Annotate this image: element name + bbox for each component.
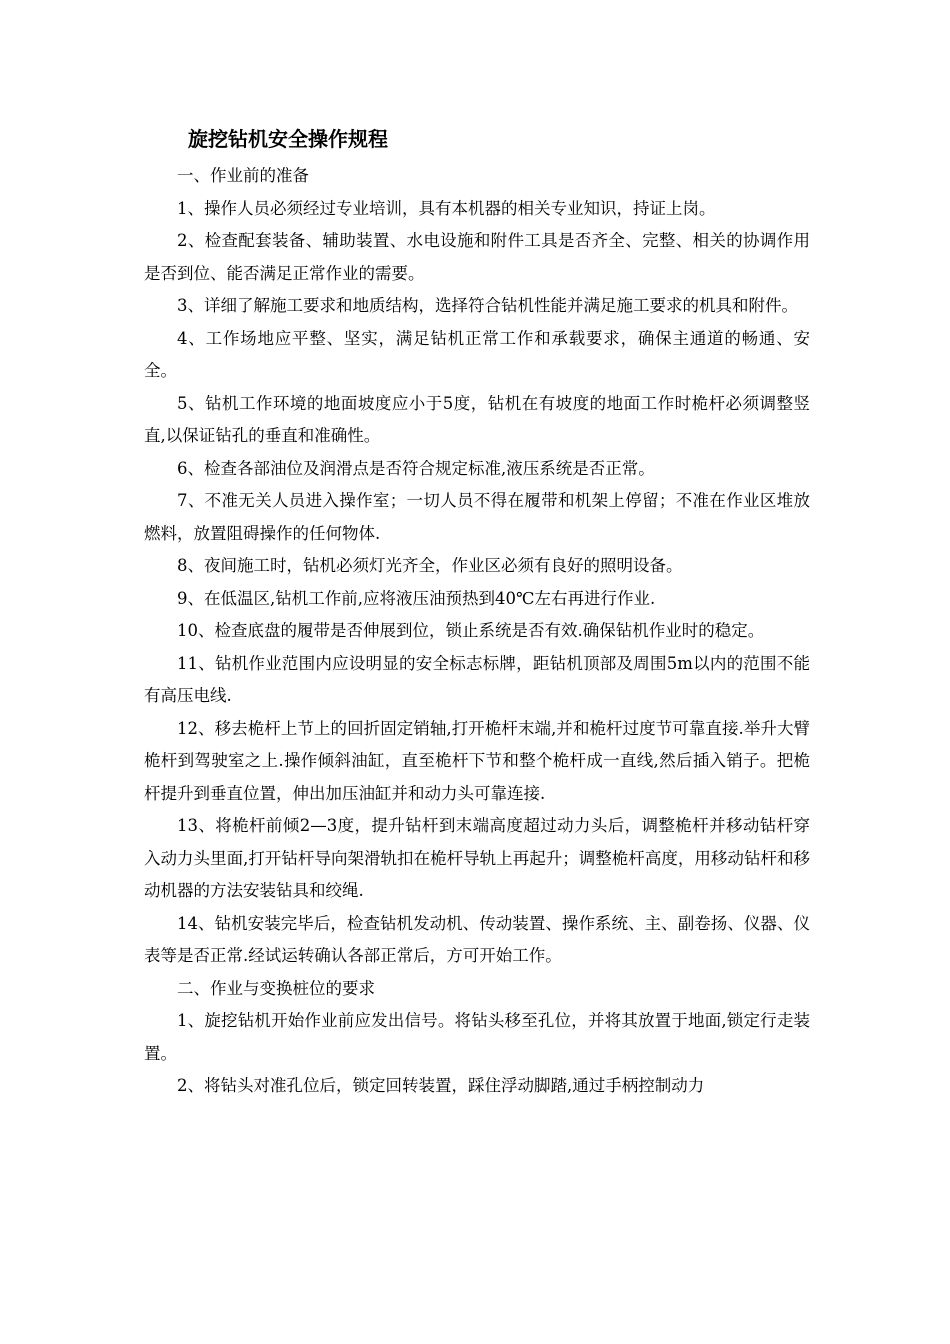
paragraph-6: 6、检查各部油位及润滑点是否符合规定标准,液压系统是否正常。	[177, 458, 655, 478]
paragraph-8: 8、夜间施工时，钻机必须灯光齐全，作业区必须有良好的照明设备。	[177, 556, 683, 575]
paragraph-13: 13、将桅杆前倾2—3度，提升钻杆到末端高度超过动力头后，调整桅杆并移动钻杆穿入动力头里面,打开钻杆导向架滑轨扣在桅杆导轨上再起升；调整桅杆高度，用移动钻杆和移动机器的方法安装钻具和绞绳.	[144, 816, 810, 900]
paragraph-5: 5、钻机工作环境的地面坡度应小于5度，钻机在有坡度的地面工作时桅杆必须调整竖直,以保证钻孔的垂直和准确性。	[144, 393, 810, 445]
paragraph-12: 12、移去桅杆上节上的回折固定销轴,打开桅杆末端,并和桅杆过度节可靠直接.举升大臂桅杆到驾驶室之上.操作倾斜油缸，直至桅杆下节和整个桅杆成一直线,然后插入销子。把桅杆提升到垂直位置，伸出加压油缸并和动力头可靠连接.	[144, 718, 810, 803]
paragraph-3: 3、详细了解施工要求和地质结构，选择符合钻机性能并满足施工要求的机具和附件。	[177, 296, 798, 315]
paragraph-1: 1、操作人员必须经过专业培训，具有本机器的相关专业知识，持证上岗。	[177, 198, 716, 218]
paragraph-1: 1、旋挖钻机开始作业前应发出信号。将钻头移至孔位，并将其放置于地面,锁定行走装置。	[144, 1011, 810, 1063]
document-body	[144, 160, 810, 1103]
document-title: 旋挖钻机安全操作规程	[188, 127, 388, 151]
paragraph-4: 4、工作场地应平整、坚实，满足钻机正常工作和承载要求，确保主通道的畅通、安全。	[144, 328, 810, 380]
paragraph-2: 2、将钻头对准孔位后，锁定回转装置，踩住浮动脚踏,通过手柄控制动力	[177, 1076, 705, 1095]
section-heading: 二、作业与变换桩位的要求	[177, 978, 375, 998]
paragraph-10: 10、检查底盘的履带是否伸展到位，锁止系统是否有效.确保钻机作业时的稳定。	[177, 621, 765, 640]
paragraph-2: 2、检查配套装备、辅助装置、水电设施和附件工具是否齐全、完整、相关的协调作用是否到位、能否满足正常作业的需要。	[144, 231, 810, 283]
section-operation	[144, 973, 810, 1103]
section-heading: 一、作业前的准备	[177, 166, 309, 185]
paragraph-9: 9、在低温区,钻机工作前,应将液压油预热到40℃左右再进行作业.	[177, 588, 656, 608]
paragraph-7: 7、不准无关人员进入操作室；一切人员不得在履带和机架上停留；不准在作业区堆放燃料，放置阻碍操作的任何物体.	[144, 491, 810, 543]
paragraph-14: 14、钻机安装完毕后，检查钻机发动机、传动装置、操作系统、主、副卷扬、仪器、仪表等是否正常.经试运转确认各部正常后，方可开始工作。	[144, 913, 810, 965]
paragraph-11: 11、钻机作业范围内应设明显的安全标志标牌，距钻机顶部及周围5m以内的范围不能有高压电线.	[144, 653, 810, 705]
section-preparation	[144, 160, 810, 973]
